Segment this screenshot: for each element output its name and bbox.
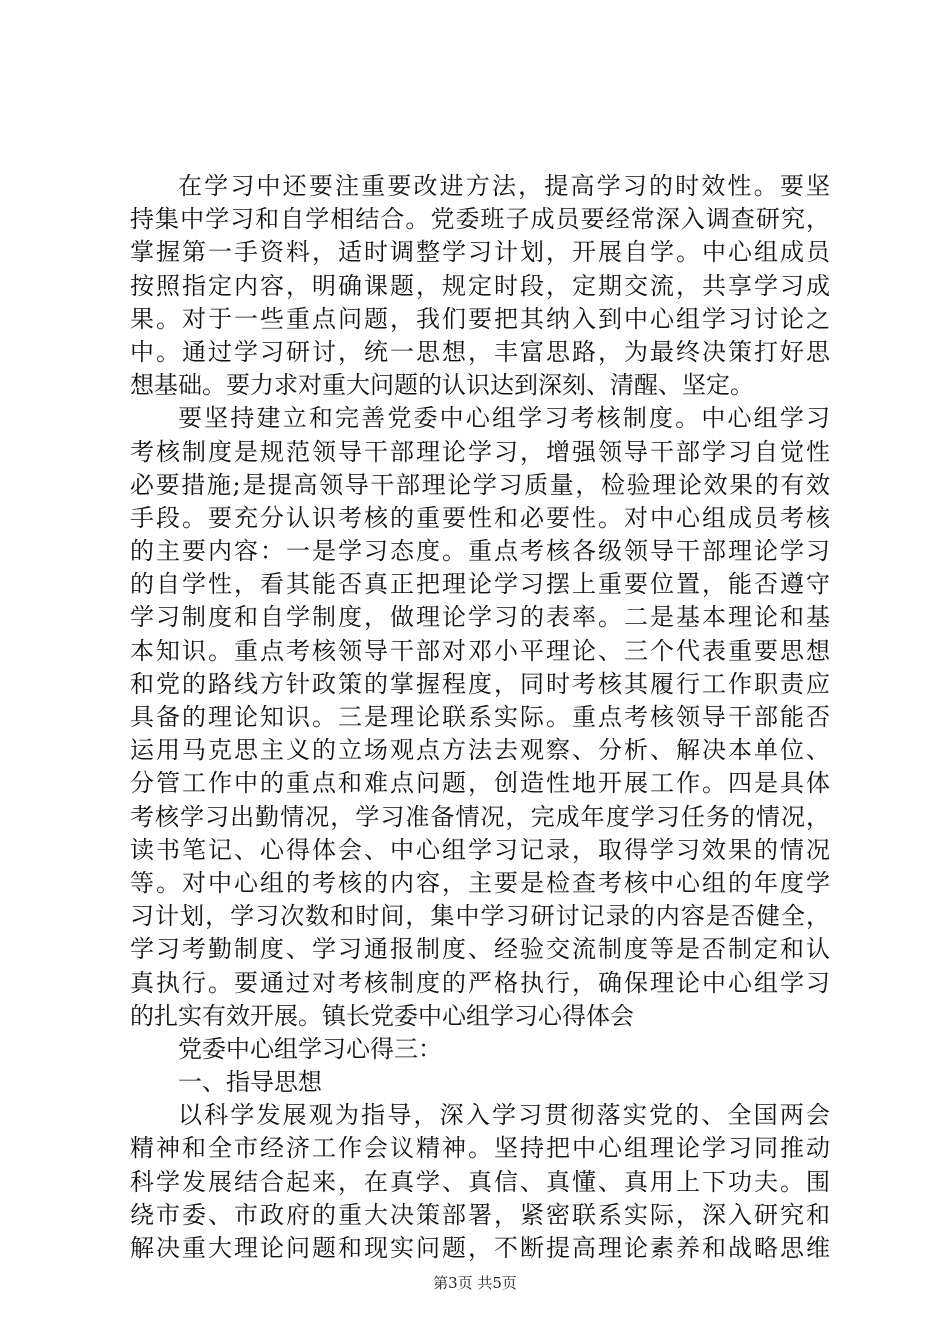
text-line: 精神和全市经济工作会议精神。坚持把中心组理论学习同推动 bbox=[130, 1134, 830, 1163]
text-line: 持集中学习和自学相结合。党委班子成员要经常深入调查研究， bbox=[130, 205, 830, 234]
text-line: 按照指定内容，明确课题，规定时段，定期交流，共享学习成 bbox=[130, 271, 830, 300]
text-line: 真执行。要通过对考核制度的严格执行，确保理论中心组学习 bbox=[130, 968, 830, 997]
text-line: 科学发展结合起来，在真学、真信、真懂、真用上下功夫。围 bbox=[130, 1167, 830, 1196]
text-line: 运用马克思主义的立场观点方法去观察、分析、解决本单位、 bbox=[130, 736, 830, 765]
text-line: 果。对于一些重点问题，我们要把其纳入到中心组学习讨论之 bbox=[130, 304, 830, 333]
text-line: 掌握第一手资料，适时调整学习计划，开展自学。中心组成员 bbox=[130, 238, 830, 267]
text-line: 具备的理论知识。三是理论联系实际。重点考核领导干部能否 bbox=[130, 703, 830, 731]
text-line: 学习考勤制度、学习通报制度、经验交流制度等是否制定和认 bbox=[130, 935, 830, 964]
text-line: 解决重大理论问题和现实问题，不断提高理论素养和战略思维 bbox=[130, 1234, 830, 1262]
text-line: 的扎实有效开展。镇长党委中心组学习心得体会 bbox=[130, 1001, 634, 1030]
text-line: 党委中心组学习心得三： bbox=[178, 1034, 442, 1063]
page-footer: 第3页 共5页 bbox=[433, 1274, 517, 1292]
text-line: 要坚持建立和完善党委中心组学习考核制度。中心组学习 bbox=[178, 404, 830, 433]
text-line: 习计划，学习次数和时间，集中学习研讨记录的内容是否健全， bbox=[130, 902, 830, 931]
text-line: 和党的路线方针政策的掌握程度，同时考核其履行工作职责应 bbox=[130, 669, 830, 698]
document-body bbox=[130, 170, 830, 1265]
text-line: 考核学习出勤情况，学习准备情况，完成年度学习任务的情况， bbox=[130, 802, 830, 831]
text-line: 考核制度是规范领导干部理论学习，增强领导干部学习自觉性 bbox=[130, 437, 830, 466]
text-line: 一、指导思想 bbox=[178, 1068, 322, 1097]
text-line: 的主要内容：一是学习态度。重点考核各级领导干部理论学习 bbox=[130, 537, 830, 566]
text-line: 以科学发展观为指导，深入学习贯彻落实党的、全国两会 bbox=[178, 1101, 830, 1130]
text-line: 分管工作中的重点和难点问题，创造性地开展工作。四是具体 bbox=[130, 769, 830, 798]
text-line: 读书笔记、心得体会、中心组学习记录，取得学习效果的情况 bbox=[130, 835, 830, 864]
text-line: 本知识。重点考核领导干部对邓小平理论、三个代表重要思想 bbox=[130, 636, 830, 665]
text-line: 想基础。要力求对重大问题的认识达到深刻、清醒、坚定。 bbox=[130, 371, 754, 400]
text-line: 中。通过学习研讨，统一思想，丰富思路，为最终决策打好思 bbox=[130, 337, 830, 366]
text-line: 的自学性，看其能否真正把理论学习摆上重要位置，能否遵守 bbox=[130, 570, 830, 599]
text-line: 绕市委、市政府的重大决策部署，紧密联系实际，深入研究和 bbox=[130, 1200, 830, 1229]
text-line: 手段。要充分认识考核的重要性和必要性。对中心组成员考核 bbox=[130, 503, 830, 532]
text-line: 学习制度和自学制度，做理论学习的表率。二是基本理论和基 bbox=[130, 603, 830, 632]
text-line: 在学习中还要注重要改进方法，提高学习的时效性。要坚 bbox=[178, 172, 830, 200]
text-line: 等。对中心组的考核的内容，主要是检查考核中心组的年度学 bbox=[130, 868, 830, 897]
text-line: 必要措施;是提高领导干部理论学习质量，检验理论效果的有效 bbox=[130, 470, 830, 499]
